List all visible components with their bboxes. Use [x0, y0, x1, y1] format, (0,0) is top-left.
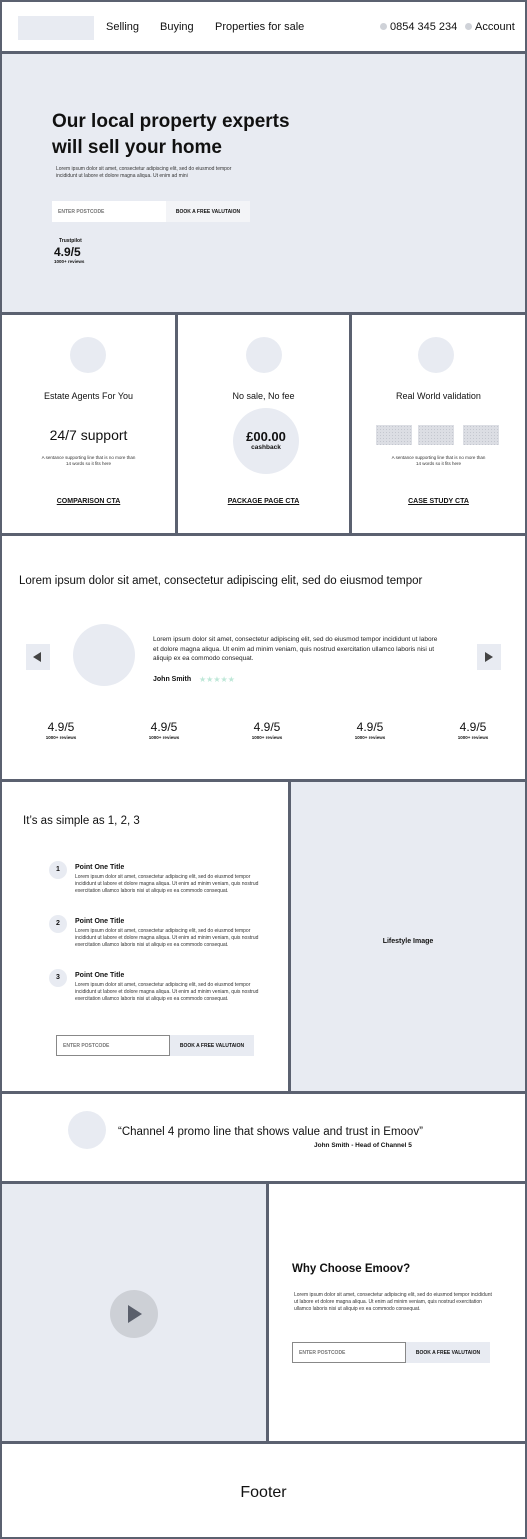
promo-section — [2, 1094, 525, 1181]
step-body: Lorem ipsum dolor sit amet, consectetur adipiscing elit, sed do eiusmod tempor incididunt ut labore et dolore magna aliqua. Ut enim ad minim veniam, quis nostrud exercitation ullamco laboris nisi ut aliquip ex ea commodo consequat. — [75, 928, 259, 948]
phone-icon — [380, 23, 387, 30]
rating-stat — [33, 720, 89, 740]
step-number: 3 — [49, 969, 67, 987]
feature-card-agents — [2, 315, 175, 533]
feature-card-nosale — [178, 315, 349, 533]
trustpilot-reviews: 1000+ reviews — [54, 259, 85, 264]
carousel-prev-button[interactable] — [26, 644, 50, 670]
card-title: Estate Agents For You — [43, 391, 134, 401]
rating-score: 4.9/5 — [150, 720, 178, 734]
hero-section — [2, 54, 525, 312]
rating-stat — [239, 720, 295, 740]
star-rating-icon: ★★★★★ — [199, 675, 235, 684]
rating-reviews: 1000+ reviews — [354, 735, 386, 740]
promo-quote: “Channel 4 promo line that shows value and trust in Emoov” — [118, 1126, 423, 1138]
comparison-cta-link[interactable]: COMPARISON CTA — [56, 498, 121, 505]
feature-icon — [70, 337, 106, 373]
rating-reviews: 1000+ reviews — [251, 735, 283, 740]
trustpilot-label: Trustpilot — [59, 238, 82, 244]
card-subtitle: A sentance supporting line that is no more than 14 words so it fits here — [41, 455, 136, 466]
nav-link-buying[interactable]: Buying — [160, 21, 194, 33]
rating-reviews: 1000+ reviews — [148, 735, 180, 740]
rating-reviews: 1000+ reviews — [457, 735, 489, 740]
postcode-input[interactable] — [56, 1035, 170, 1056]
arrow-left-icon — [33, 652, 42, 662]
hero-valuation-form — [52, 201, 250, 222]
nav-link-properties[interactable]: Properties for sale — [215, 21, 305, 33]
carousel-next-button[interactable] — [477, 644, 501, 670]
rating-stat — [445, 720, 501, 740]
testimonial-heading: Lorem ipsum dolor sit amet, consectetur adipiscing elit, sed do eiusmod tempor — [19, 575, 423, 587]
card-subtitle: A sentance supporting line that is no more than 14 words so it fits here — [391, 455, 486, 466]
feature-card-validation — [352, 315, 525, 533]
step-title: Point One Title — [75, 918, 125, 925]
hero-subtitle: Lorem ipsum dolor sit amet, consectetur adipiscing elit, sed do eiusmod tempor incididunt ut labore et dolore magna aliqua. Ut enim ad mini — [56, 166, 232, 179]
book-valuation-button[interactable]: BOOK A FREE VALUTAION — [170, 1035, 254, 1056]
account-label: Account — [475, 21, 515, 33]
why-heading: Why Choose Emoov? — [292, 1263, 411, 1275]
phone-link[interactable] — [380, 21, 457, 33]
footer-label: Footer — [240, 1484, 287, 1501]
rating-stat — [342, 720, 398, 740]
rating-score: 4.9/5 — [47, 720, 75, 734]
steps-section — [2, 782, 288, 1091]
rating-score: 4.9/5 — [459, 720, 487, 734]
steps-heading: It’s as simple as 1, 2, 3 — [23, 815, 140, 827]
cashback-badge — [233, 408, 299, 474]
play-icon — [128, 1305, 142, 1323]
support-highlight: 24/7 support — [49, 427, 128, 443]
postcode-input[interactable] — [52, 201, 166, 222]
book-valuation-button[interactable]: BOOK A FREE VALUTAION — [166, 201, 250, 222]
feature-icon — [418, 337, 454, 373]
account-link[interactable] — [465, 21, 515, 33]
why-body: Lorem ipsum dolor sit amet, consectetur adipiscing elit, sed do eiusmod tempor incididunt ut labore et dolore magna aliqua. Ut enim ad minim veniam, quis nostrud exercitation ullamco laboris nisi ut aliquip ex ea commodo consequat. — [294, 1292, 492, 1312]
lifestyle-image — [291, 782, 525, 1091]
feature-icon — [246, 337, 282, 373]
video-panel — [2, 1184, 266, 1441]
postcode-input[interactable] — [292, 1342, 406, 1363]
logo[interactable] — [18, 16, 94, 40]
rating-reviews: 1000+ reviews — [45, 735, 77, 740]
play-button[interactable] — [110, 1290, 158, 1338]
nav-link-selling[interactable]: Selling — [106, 21, 140, 33]
card-title: No sale, No fee — [232, 391, 295, 401]
avatar — [73, 624, 135, 686]
rating-stat — [136, 720, 192, 740]
rating-score: 4.9/5 — [253, 720, 281, 734]
step-body: Lorem ipsum dolor sit amet, consectetur adipiscing elit, sed do eiusmod tempor incididunt ut labore et dolore magna aliqua. Ut enim ad minim veniam, quis nostrud exercitation ullamco laboris nisi ut aliquip ex ea commodo consequat. — [75, 874, 259, 894]
account-icon — [465, 23, 472, 30]
hero-title: Our local property experts will sell your home — [52, 111, 290, 158]
case-study-cta-link[interactable]: CASE STUDY CTA — [408, 498, 469, 505]
why-section — [269, 1184, 525, 1441]
footer — [2, 1444, 525, 1537]
cashback-label: cashback — [251, 444, 281, 451]
steps-valuation-form — [56, 1035, 254, 1056]
phone-number: 0854 345 234 — [390, 21, 458, 33]
testimonial-quote: Lorem ipsum dolor sit amet, consectetur adipiscing elit, sed do eiusmod tempor incididunt ut labore et dolore magna aliqua. Ut enim ad minim veniam, quis nostrud exercitation ullamco laboris nisi ut aliquip ex ea commodo consequat. — [153, 636, 438, 662]
promo-attribution: John Smith - Head of Channel 5 — [314, 1142, 412, 1149]
rating-score: 4.9/5 — [356, 720, 384, 734]
why-valuation-form — [292, 1342, 490, 1363]
partner-logo — [376, 425, 412, 445]
cashback-amount: £00.00 — [246, 429, 286, 444]
promo-avatar — [68, 1111, 106, 1149]
trustpilot-score: 4.9/5 — [54, 245, 81, 259]
lifestyle-image-label: Lifestyle Image — [382, 938, 434, 945]
package-page-cta-link[interactable]: PACKAGE PAGE CTA — [227, 498, 300, 505]
step-body: Lorem ipsum dolor sit amet, consectetur adipiscing elit, sed do eiusmod tempor incididunt ut labore et dolore magna aliqua. Ut enim ad minim veniam, quis nostrud exercitation ullamco laboris nisi ut aliquip ex ea commodo consequat. — [75, 982, 259, 1002]
step-title: Point One Title — [75, 972, 125, 979]
top-nav — [2, 2, 525, 51]
step-title: Point One Title — [75, 864, 125, 871]
book-valuation-button[interactable]: BOOK A FREE VALUTAION — [406, 1342, 490, 1363]
arrow-right-icon — [484, 652, 493, 662]
testimonial-author: John Smith — [153, 676, 192, 683]
testimonial-section — [2, 536, 525, 779]
card-title: Real World validation — [396, 391, 481, 401]
partner-logo — [463, 425, 499, 445]
step-number: 2 — [49, 915, 67, 933]
step-number: 1 — [49, 861, 67, 879]
partner-logo — [418, 425, 454, 445]
